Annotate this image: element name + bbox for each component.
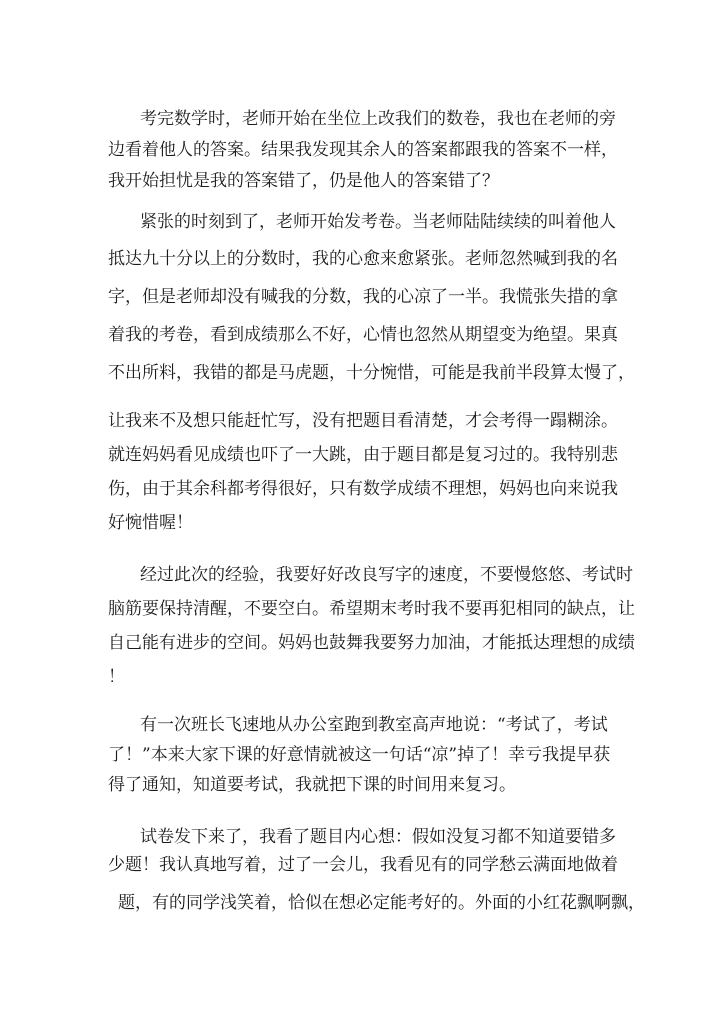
text-line: 经过此次的经验，我要好好改良写字的速度，不要慢悠悠、考试时 [140,565,633,585]
text-line: 试卷发下来了，我看了题目内心想：假如没复习都不知道要错多 [140,827,616,847]
text-line: 了！”本来大家下课的好意情就被这一句话“凉”掉了！幸亏我提早获 [108,745,611,765]
text-line: 不出所料，我错的都是马虎题，十分惋惜，可能是我前半段算太慢了， [108,363,635,383]
text-line: 考完数学时，老师开始在坐位上改我们的数卷，我也在老师的旁 [140,109,616,129]
text-line: ！ [108,667,125,687]
text-line: 紧张的时刻到了，老师开始发考卷。当老师陆陆续续的叫着他人 [140,212,616,232]
text-line: 让我来不及想只能赶忙写，没有把题目看清楚，才会考得一蹋糊涂。 [108,411,618,431]
text-line: 脑筋要保持清醒，不要空白。希望期末考时我不要再犯相同的缺点，让 [108,599,635,619]
text-line: 抵达九十分以上的分数时，我的心愈来愈紧张。老师忽然喊到我的名 [108,249,618,269]
text-line: 少题！我认真地写着，过了一会儿，我看见有的同学愁云满面地做着 [108,855,618,875]
text-line: 伤，由于其余科都考得很好，只有数学成绩不理想，妈妈也向来说我 [108,479,618,499]
text-line: 有一次班长飞速地从办公室跑到教室高声地说：“考试了，考试 [140,715,608,735]
text-line: 自己能有进步的空间。妈妈也鼓舞我要努力加油，才能抵达理想的成绩 [108,633,635,653]
text-line: 就连妈妈看见成绩也吓了一大跳，由于题目都是复习过的。我特别悲 [108,445,618,465]
text-line: 着我的考卷，看到成绩那么不好，心情也忽然从期望变为绝望。果真 [108,325,618,345]
text-line: 边看着他人的答案。结果我发现其余人的答案都跟我的答案不一样， [108,140,618,160]
text-line: 题，有的同学浅笑着，恰似在想必定能考好的。外面的小红花飘啊飘， [118,893,645,913]
text-line: 字，但是老师却没有喊我的分数，我的心凉了一半。我慌张失措的拿 [108,287,618,307]
text-line: 我开始担忧是我的答案错了，仍是他人的答案错了？ [108,171,499,191]
text-line: 得了通知，知道要考试，我就把下课的时间用来复习。 [108,775,516,795]
text-line: 好惋惜喔！ [108,513,193,533]
